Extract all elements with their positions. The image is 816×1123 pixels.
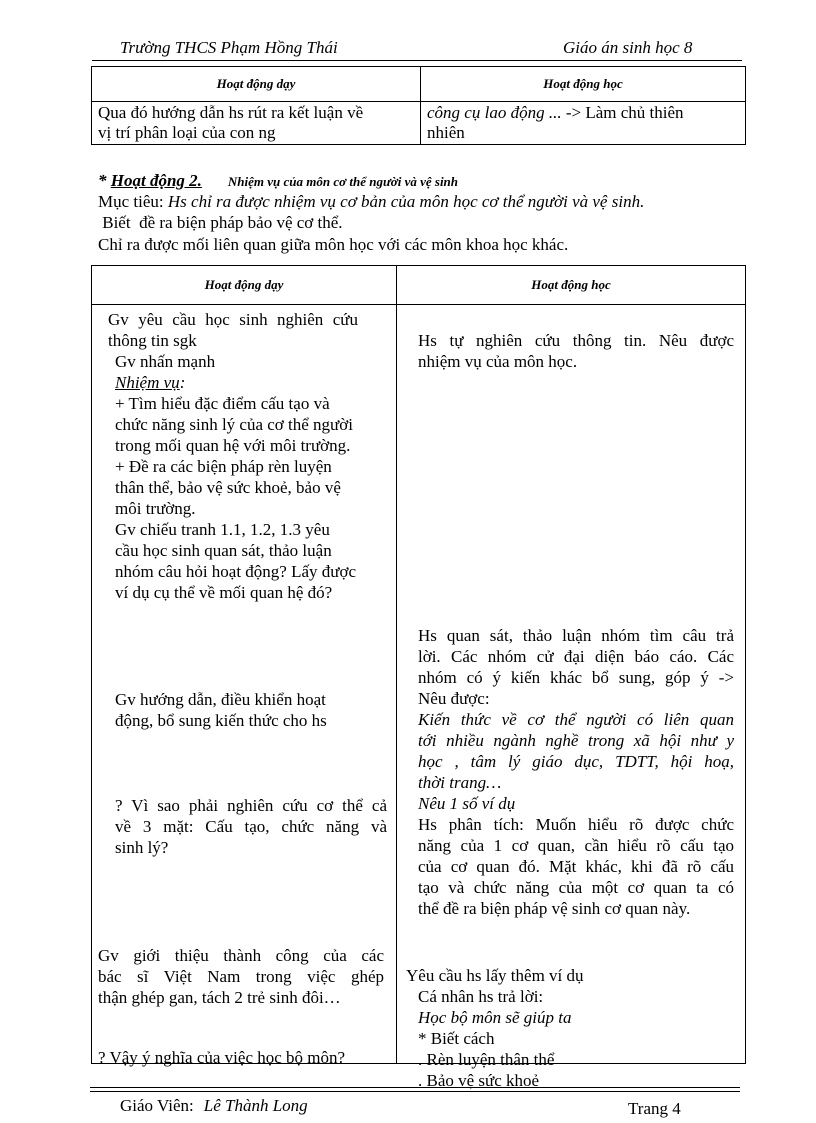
teacher-name: Lê Thành Long (203, 1096, 308, 1115)
text-line: * Biết cách (418, 1029, 495, 1048)
footer-teacher (120, 1096, 308, 1116)
text-line: Qua đó hướng dẫn hs rút ra kết luận về (98, 103, 364, 122)
text-line: thể đề ra biện pháp vệ sinh cơ quan này. (418, 899, 691, 918)
text-line: vị trí phân loại của con ng (98, 123, 276, 142)
objective-line-3: Chỉ ra được mối liên quan giữa môn học với các môn khoa học khác. (98, 235, 569, 254)
text-line: tạo và chức năng của một cơ quan ta có (418, 878, 734, 897)
header-subject: Giáo án sinh học 8 (563, 38, 693, 57)
teach-cell (92, 305, 397, 1067)
activity-2-title: Hoạt động 2. (110, 171, 202, 190)
text-line: Hs quan sát, thảo luận nhóm tìm câu trả (418, 626, 734, 645)
text-line: . Rèn luyện thân thể (418, 1050, 555, 1069)
learn-block-2 (418, 625, 734, 919)
text-line: Hs phân tích: Muốn hiểu rõ được chức (418, 815, 734, 834)
activity-2-heading (98, 170, 458, 192)
learn-text: -> Làm chủ thiên (565, 103, 684, 122)
text-line: Kiến thức về cơ thể người có liên quan (418, 710, 734, 729)
text-line: nhóm có ý kiến khác bổ sung, góp ý -> (418, 668, 734, 687)
text-line (427, 103, 740, 123)
learn-column-header: Hoạt động học (421, 67, 746, 102)
objective-line (98, 191, 644, 212)
activity-2-subtitle: Nhiệm vụ của môn cơ thể người và vệ sinh (227, 174, 459, 189)
text-line: Cá nhân hs trả lời: (418, 987, 544, 1006)
table-row (92, 305, 746, 1064)
text-line: năng của 1 cơ quan, cần hiểu rõ cấu tạo (418, 836, 734, 855)
teach-block-intro (98, 945, 384, 1008)
text-line: nhóm câu hỏi hoạt động? Lấy được (115, 562, 357, 581)
teach-block-tasks (115, 351, 375, 603)
text-line: bác sĩ Việt Nam trong việc ghép (98, 967, 384, 986)
text-line (115, 372, 375, 393)
text-line: sinh lý? (115, 838, 169, 857)
table-header-row (92, 266, 746, 305)
lesson-table-1 (91, 66, 746, 145)
teach-block-1 (108, 309, 358, 351)
text-line: học , tâm lý giáo dục, TDTT, hội hoạ, (418, 752, 734, 771)
text-line: thông tin sgk (108, 331, 197, 350)
text-line: trong mối quan hệ với môi trường. (115, 436, 351, 455)
text-line: cầu học sinh quan sát, thảo luận (115, 541, 332, 560)
learn-column-header: Hoạt động học (397, 266, 746, 305)
text-line: thời trang… (418, 773, 502, 792)
text-line: Yêu cầu hs lấy thêm ví dụ (406, 966, 584, 985)
teach-column-header: Hoạt động dạy (92, 67, 421, 102)
objective-text: Hs chỉ ra được nhiệm vụ cơ bản của môn học cơ thể người và vệ sinh. (167, 192, 645, 211)
text-line: Nêu được: (418, 689, 490, 708)
table-header-row (92, 67, 746, 102)
task-colon: : (179, 373, 186, 392)
text-line: Nêu 1 số ví dụ (418, 794, 516, 813)
text-line: + Đề ra các biện pháp rèn luyện (115, 457, 332, 476)
teach-block-question (115, 795, 387, 858)
header-school: Trường THCS Phạm Hồng Thái (120, 38, 338, 57)
learn-cell (421, 102, 746, 145)
teacher-label: Giáo Viên: (120, 1096, 194, 1115)
text-line: động, bổ sung kiến thức cho hs (115, 711, 327, 730)
teach-final-question: ? Vậy ý nghĩa của việc học bộ môn? (98, 1048, 346, 1067)
table-row (92, 102, 746, 145)
text-line: Gv giới thiệu thành công của các (98, 946, 384, 965)
text-line: + Tìm hiểu đặc điểm cấu tạo và (115, 394, 330, 413)
learn-block-1 (418, 330, 734, 372)
learn-block-3 (406, 965, 726, 1091)
text-line: về 3 mặt: Cấu tạo, chức năng và (115, 817, 387, 836)
learn-cell (397, 305, 746, 1090)
text-line: ? Vì sao phải nghiên cứu cơ thể cả (115, 796, 387, 815)
text-line: Gv yêu cầu học sinh nghiên cứu (108, 310, 358, 329)
text-line: thân thể, bảo vệ sức khoẻ, bảo vệ (115, 478, 341, 497)
text-line: của cơ quan đó. Mặt khác, khi đã rõ cấu (418, 857, 734, 876)
text-line: Gv hướng dẫn, điều khiển hoạt (115, 690, 326, 709)
text-line: nhiệm vụ của môn học. (418, 352, 578, 371)
footer-rule (90, 1087, 740, 1088)
text-line: Gv chiếu tranh 1.1, 1.2, 1.3 yêu (115, 520, 330, 539)
text-line: Gv nhấn mạnh (115, 352, 216, 371)
text-line: môi trường. (115, 499, 196, 518)
teach-block-guide (115, 689, 375, 731)
teach-column-header: Hoạt động dạy (92, 266, 397, 305)
learn-italic-text: công cụ lao động ... (427, 103, 566, 122)
task-label: Nhiệm vụ (115, 373, 180, 392)
text-line: ví dụ cụ thể về mối quan hệ đó? (115, 583, 333, 602)
text-line: Hs tự nghiên cứu thông tin. Nêu được (418, 331, 734, 350)
footer-rule-2 (90, 1091, 740, 1092)
lesson-table-2 (91, 265, 746, 1090)
text-line: chức năng sinh lý của cơ thể người (115, 415, 353, 434)
text-line: nhiên (427, 123, 465, 142)
teach-cell (92, 102, 421, 145)
text-line: . Bảo vệ sức khoẻ (418, 1071, 540, 1090)
objective-line-2: Biết đề ra biện pháp bảo vệ cơ thể. (98, 213, 343, 232)
text-line: Học bộ môn sẽ giúp ta (418, 1008, 572, 1027)
header-rule (92, 60, 742, 61)
objective-label: Mục tiêu: (98, 192, 164, 211)
text-line: tới nhiều ngành nghề trong xã hội như y (418, 731, 734, 750)
page-number: Trang 4 (628, 1099, 681, 1118)
text-line: thận ghép gan, tách 2 trẻ sinh đôi… (98, 988, 341, 1007)
bullet-star: * (98, 171, 111, 190)
text-line: lời. Các nhóm cử đại diện báo cáo. Các (418, 647, 734, 666)
